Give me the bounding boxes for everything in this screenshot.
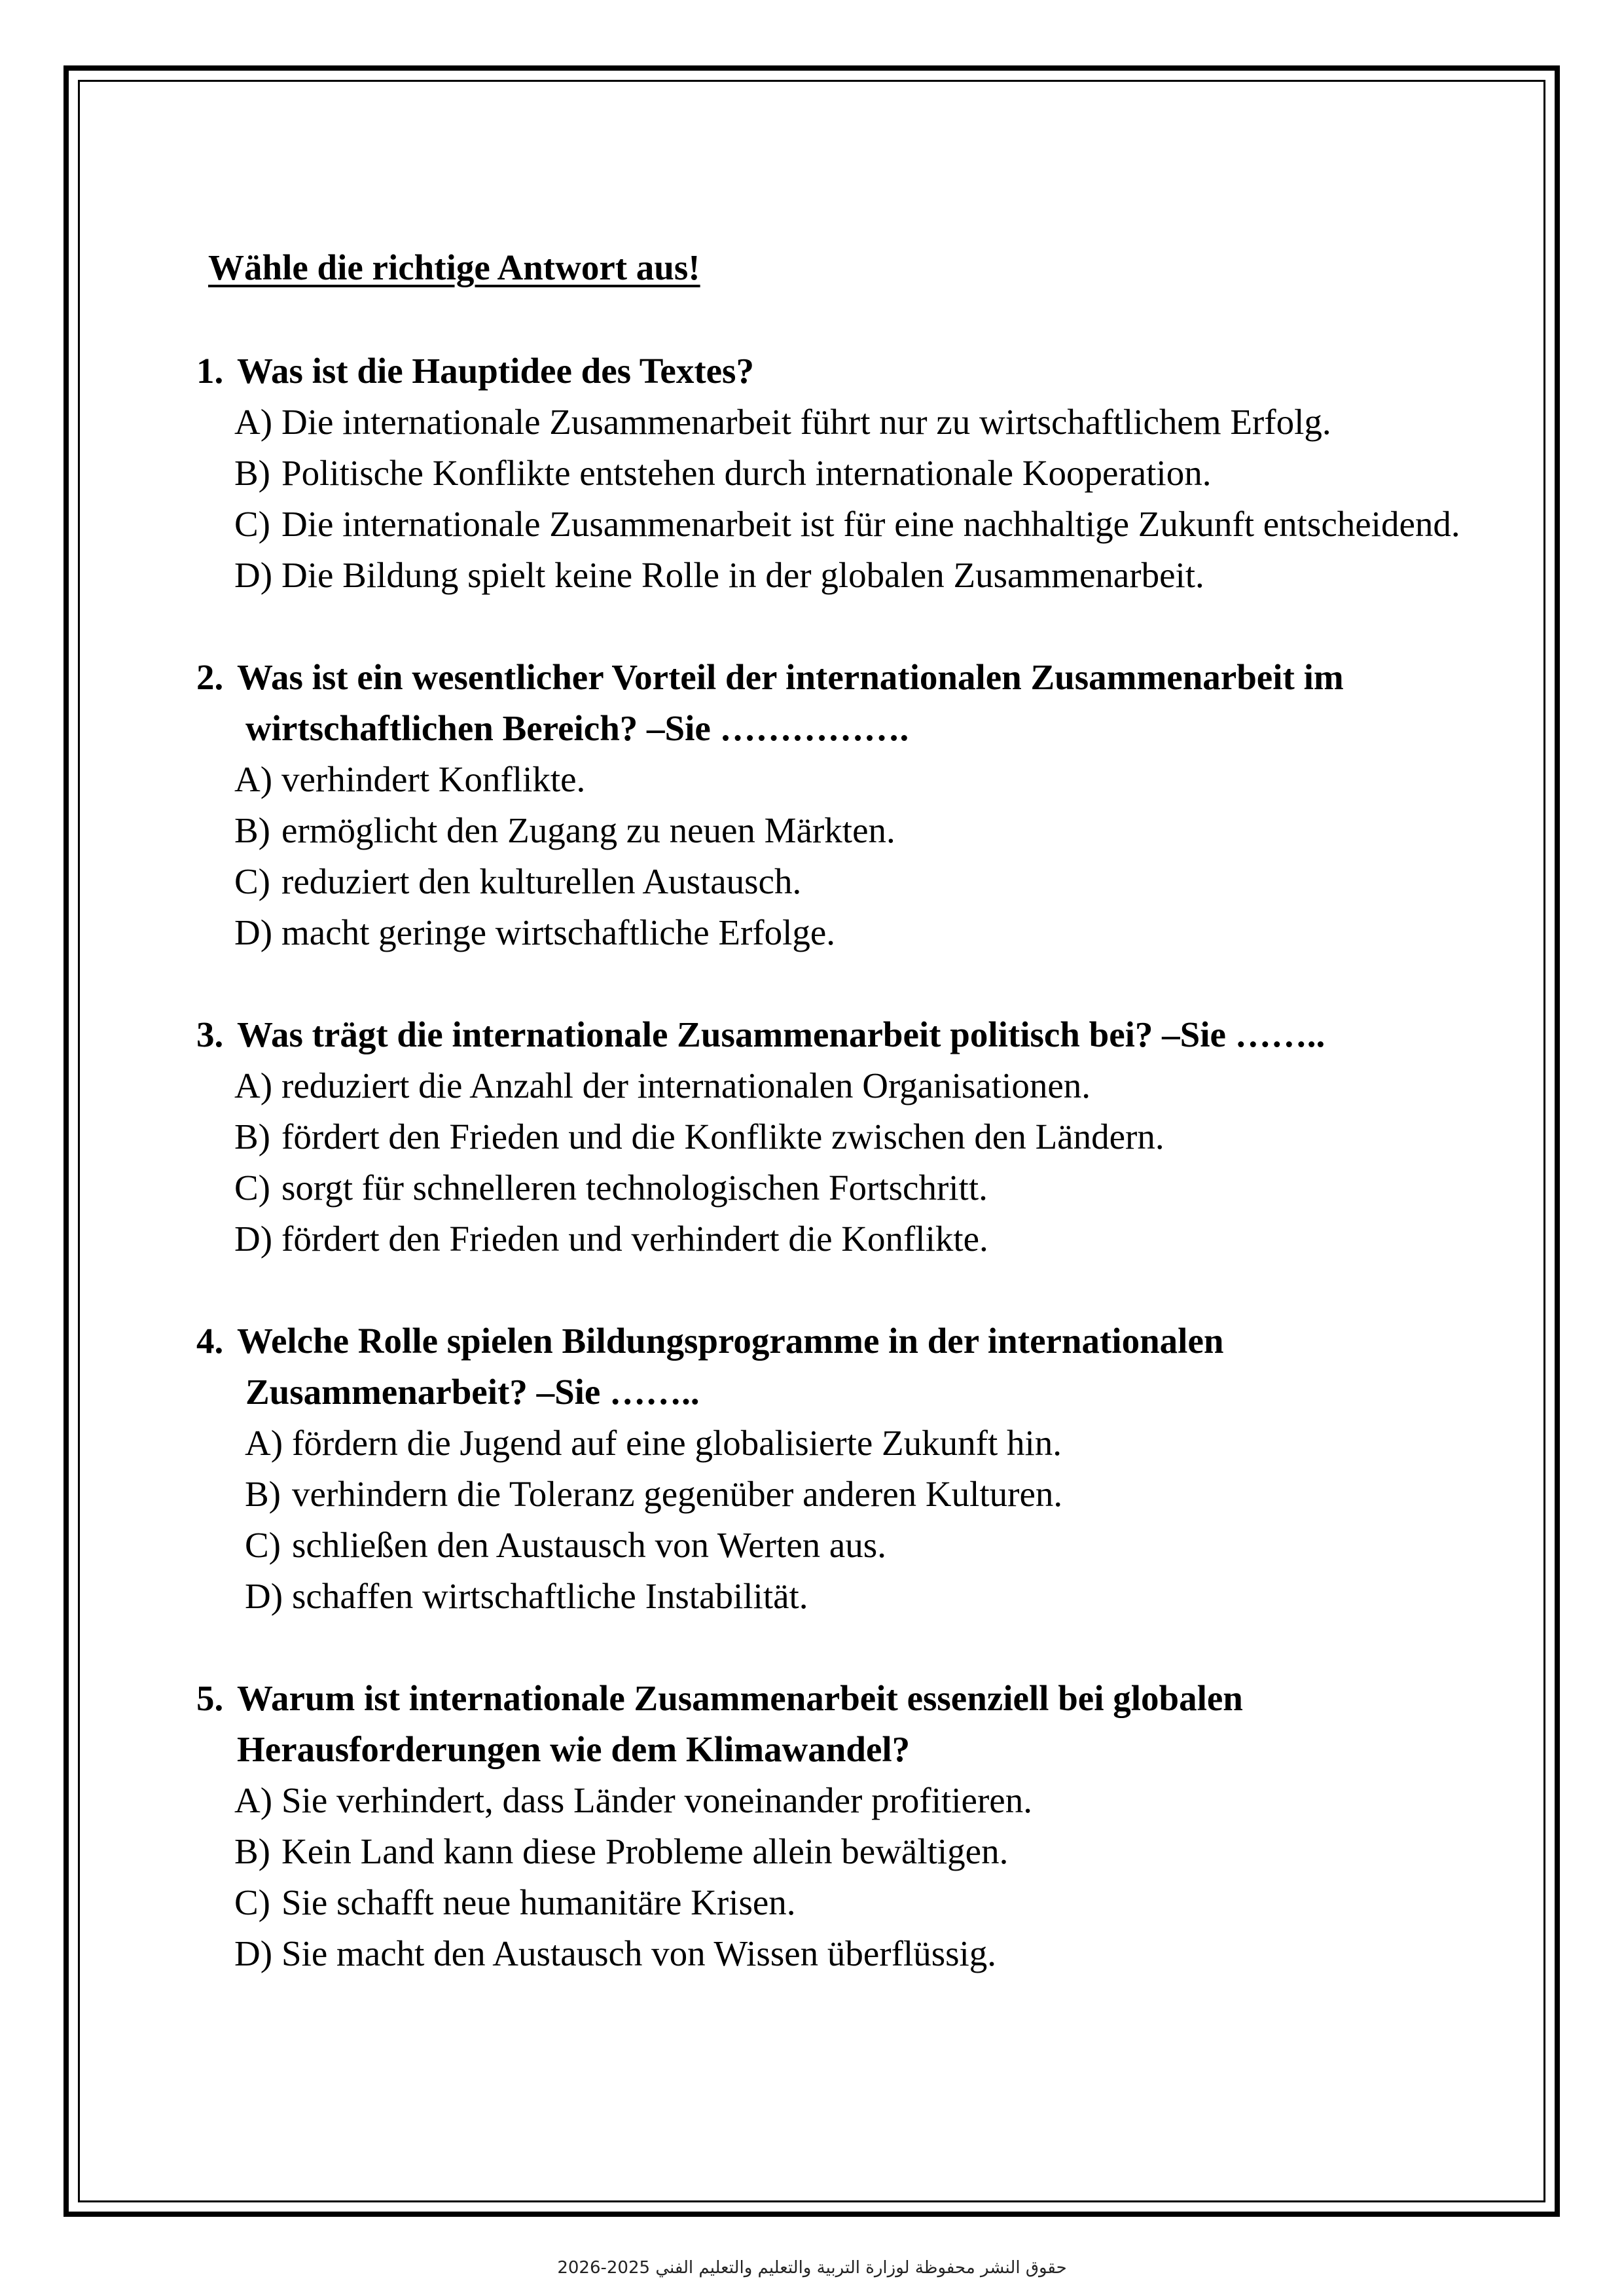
option-c[interactable] bbox=[196, 856, 1479, 907]
question-number: 3. bbox=[196, 1014, 224, 1054]
option-letter: D) bbox=[234, 1219, 273, 1259]
option-text: Sie schafft neue humanitäre Krisen. bbox=[281, 1882, 796, 1922]
option-d[interactable] bbox=[196, 1571, 1479, 1622]
option-d[interactable] bbox=[196, 907, 1479, 958]
question-number: 4. bbox=[196, 1321, 224, 1361]
option-a[interactable] bbox=[196, 397, 1479, 448]
option-text: Die Bildung spielt keine Rolle in der globalen Zusammenarbeit. bbox=[281, 555, 1204, 595]
question-prompt: Welche Rolle spielen Bildungsprogramme in der internationalen Zusammenarbeit? –Sie …….. bbox=[237, 1321, 1224, 1412]
question-text bbox=[196, 652, 1479, 754]
option-d[interactable] bbox=[196, 550, 1479, 601]
option-c[interactable] bbox=[196, 1162, 1479, 1213]
option-text: Sie verhindert, dass Länder voneinander profitieren. bbox=[281, 1780, 1032, 1820]
option-b[interactable] bbox=[196, 1826, 1479, 1877]
option-text: schaffen wirtschaftliche Instabilität. bbox=[292, 1576, 808, 1616]
option-letter: D) bbox=[234, 555, 273, 595]
option-text: macht geringe wirtschaftliche Erfolge. bbox=[281, 912, 836, 952]
option-letter: D) bbox=[245, 1576, 283, 1616]
question-prompt: Was ist die Hauptidee des Textes? bbox=[237, 351, 754, 391]
option-letter: C) bbox=[234, 504, 270, 544]
option-list bbox=[196, 1418, 1479, 1622]
option-a[interactable] bbox=[196, 1775, 1479, 1826]
question-text bbox=[196, 1673, 1479, 1775]
question-text bbox=[196, 346, 1479, 397]
copyright-footer: حقوق النشر محفوظة لوزارة التربية والتعليم والتعليم الفني 2025-2026 bbox=[557, 2258, 1067, 2278]
question-prompt: Warum ist internationale Zusammenarbeit essenziell bei globalen Herausforderungen wie dem Klimawandel? bbox=[237, 1678, 1243, 1769]
option-letter: C) bbox=[234, 861, 270, 901]
question-prompt: Was ist ein wesentlicher Vorteil der internationalen Zusammenarbeit im wirtschaftlichen Bereich? –Sie ……………. bbox=[237, 657, 1344, 748]
option-letter: B) bbox=[234, 1117, 270, 1157]
option-letter: A) bbox=[234, 1066, 273, 1105]
question-text bbox=[196, 1009, 1479, 1060]
question-3 bbox=[196, 1009, 1479, 1265]
option-b[interactable] bbox=[196, 805, 1479, 856]
option-letter: C) bbox=[234, 1882, 270, 1922]
option-text: verhindern die Toleranz gegenüber anderen Kulturen. bbox=[292, 1474, 1063, 1514]
question-prompt: Was trägt die internationale Zusammenarbeit politisch bei? –Sie …….. bbox=[237, 1014, 1326, 1054]
option-d[interactable] bbox=[196, 1213, 1479, 1265]
option-b[interactable] bbox=[196, 448, 1479, 499]
option-c[interactable] bbox=[196, 1877, 1479, 1928]
option-text: ermöglicht den Zugang zu neuen Märkten. bbox=[281, 810, 895, 850]
option-letter: A) bbox=[234, 759, 273, 799]
option-letter: B) bbox=[245, 1474, 281, 1514]
option-list bbox=[196, 1775, 1479, 1979]
question-1 bbox=[196, 346, 1479, 601]
option-text: Die internationale Zusammenarbeit ist für eine nachhaltige Zukunft entscheidend. bbox=[281, 504, 1460, 544]
question-number: 1. bbox=[196, 351, 224, 391]
question-number: 2. bbox=[196, 657, 224, 697]
option-letter: C) bbox=[245, 1525, 281, 1565]
option-letter: C) bbox=[234, 1168, 270, 1208]
option-list bbox=[196, 397, 1479, 601]
option-text: reduziert den kulturellen Austausch. bbox=[281, 861, 802, 901]
option-text: schließen den Austausch von Werten aus. bbox=[292, 1525, 886, 1565]
option-text: Kein Land kann diese Probleme allein bewältigen. bbox=[281, 1831, 1009, 1871]
option-text: reduziert die Anzahl der internationalen Organisationen. bbox=[281, 1066, 1091, 1105]
option-text: fördert den Frieden und die Konflikte zwischen den Ländern. bbox=[281, 1117, 1164, 1157]
worksheet-content bbox=[196, 242, 1479, 2030]
option-text: fördert den Frieden und verhindert die Konflikte. bbox=[281, 1219, 988, 1259]
option-a[interactable] bbox=[196, 1418, 1479, 1469]
option-text: Politische Konflikte entstehen durch internationale Kooperation. bbox=[281, 453, 1212, 493]
option-list bbox=[196, 1060, 1479, 1265]
option-text: sorgt für schnelleren technologischen Fortschritt. bbox=[281, 1168, 988, 1208]
option-b[interactable] bbox=[196, 1111, 1479, 1162]
option-c[interactable] bbox=[196, 1520, 1479, 1571]
option-letter: B) bbox=[234, 810, 270, 850]
option-a[interactable] bbox=[196, 754, 1479, 805]
question-number: 5. bbox=[196, 1678, 224, 1718]
option-letter: B) bbox=[234, 453, 270, 493]
option-c[interactable] bbox=[196, 499, 1479, 550]
option-letter: A) bbox=[245, 1423, 283, 1463]
option-letter: B) bbox=[234, 1831, 270, 1871]
option-letter: A) bbox=[234, 1780, 273, 1820]
option-text: Die internationale Zusammenarbeit führt nur zu wirtschaftlichem Erfolg. bbox=[281, 402, 1331, 442]
option-letter: D) bbox=[234, 912, 273, 952]
option-text: Sie macht den Austausch von Wissen überflüssig. bbox=[281, 1933, 997, 1973]
option-text: fördern die Jugend auf eine globalisierte Zukunft hin. bbox=[292, 1423, 1062, 1463]
option-d[interactable] bbox=[196, 1928, 1479, 1979]
question-text bbox=[196, 1316, 1479, 1418]
question-4 bbox=[196, 1316, 1479, 1622]
option-text: verhindert Konflikte. bbox=[281, 759, 586, 799]
option-letter: A) bbox=[234, 402, 273, 442]
option-letter: D) bbox=[234, 1933, 273, 1973]
instruction-heading: Wähle die richtige Antwort aus! bbox=[208, 247, 700, 287]
question-2 bbox=[196, 652, 1479, 958]
option-b[interactable] bbox=[196, 1469, 1479, 1520]
option-list bbox=[196, 754, 1479, 958]
option-a[interactable] bbox=[196, 1060, 1479, 1111]
question-5 bbox=[196, 1673, 1479, 1979]
